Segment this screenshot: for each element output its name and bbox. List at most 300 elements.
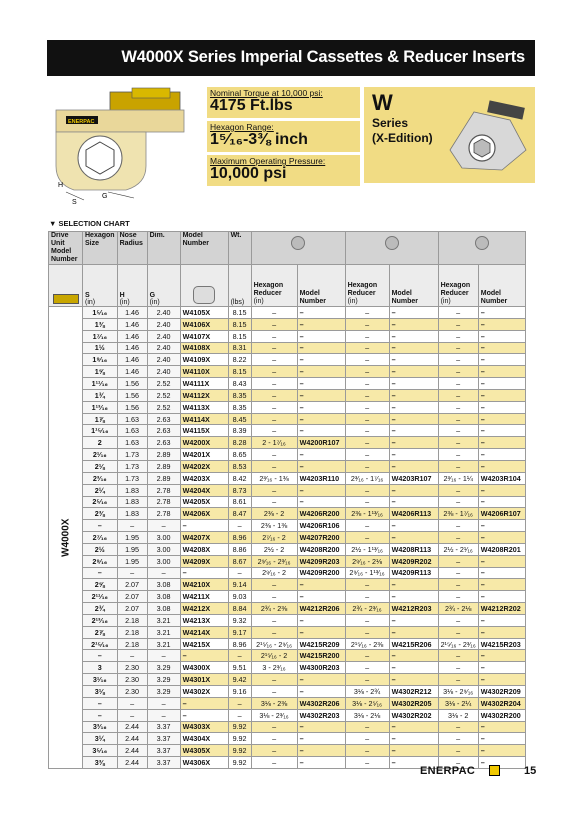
cell-dim-g: 3.08: [147, 579, 180, 591]
table-row: [49, 697, 526, 709]
cell-model-number: W4205X: [180, 496, 228, 508]
cell-reducer-3: –: [438, 650, 478, 662]
cell-weight: 8.39: [228, 425, 251, 437]
cell-reducer-1: –: [251, 413, 297, 425]
page-number: 15: [524, 765, 537, 777]
cell-reducer-model-2: –: [389, 330, 438, 342]
cell-reducer-2: 2¹⁵⁄₁₆ - 2⅜: [345, 638, 389, 650]
cell-weight: 8.43: [228, 378, 251, 390]
cell-reducer-1: –: [251, 449, 297, 461]
drawing-label-g: G: [102, 193, 108, 200]
cell-reducer-3: 2¹⁵⁄₁₆ - 2³⁄₁₆: [438, 638, 478, 650]
cell-nose-radius: 1.73: [117, 472, 147, 484]
cell-reducer-model-2: –: [389, 389, 438, 401]
cell-hex-size: 2⅞: [83, 626, 118, 638]
cell-reducer-model-2: –: [389, 626, 438, 638]
cell-reducer-model-2: –: [389, 437, 438, 449]
cell-reducer-3: 2½ - 2¹⁄₁₆: [438, 543, 478, 555]
cell-reducer-model-2: W4212R203: [389, 603, 438, 615]
cell-model-number: W4114X: [180, 413, 228, 425]
cell-nose-radius: 1.56: [117, 401, 147, 413]
cell-reducer-model-1: W4302R203: [297, 709, 345, 721]
cell-nose-radius: –: [117, 697, 147, 709]
cell-reducer-2: –: [345, 674, 389, 686]
col-h-unit: (in): [119, 299, 130, 306]
cell-reducer-2: –: [345, 378, 389, 390]
cell-reducer-2: 2³⁄₁₆ - 1⁷⁄₁₆: [345, 472, 389, 484]
cell-reducer-model-3: –: [478, 330, 525, 342]
cell-reducer-model-2: W4208R113: [389, 543, 438, 555]
cell-reducer-1: –: [251, 579, 297, 591]
cell-reducer-3: –: [438, 662, 478, 674]
cell-reducer-2: –: [345, 460, 389, 472]
cell-reducer-model-2: –: [389, 449, 438, 461]
cell-reducer-model-3: –: [478, 626, 525, 638]
cell-weight: 8.15: [228, 307, 251, 319]
cell-weight: –: [228, 567, 251, 579]
cell-dim-g: 2.89: [147, 472, 180, 484]
cell-hex-size: 3¹⁄₁₆: [83, 674, 118, 686]
table-row: [49, 496, 526, 508]
cell-reducer-2: 2⁹⁄₁₆ - 2⅛: [345, 555, 389, 567]
selection-chart: [48, 231, 526, 769]
cell-hex-size: 2⁷⁄₁₆: [83, 532, 118, 544]
cell-reducer-1: –: [251, 401, 297, 413]
cell-reducer-1: –: [251, 626, 297, 638]
cell-nose-radius: 1.73: [117, 460, 147, 472]
cell-reducer-2: –: [345, 733, 389, 745]
cell-weight: 8.15: [228, 330, 251, 342]
cell-weight: –: [228, 650, 251, 662]
cell-reducer-model-2: –: [389, 532, 438, 544]
table-row: [49, 460, 526, 472]
table-row: [49, 389, 526, 401]
table-row: [49, 567, 526, 579]
cell-reducer-model-1: W4212R206: [297, 603, 345, 615]
cell-reducer-1: –: [251, 757, 297, 769]
cell-nose-radius: 2.30: [117, 686, 147, 698]
cell-model-number: W4106X: [180, 318, 228, 330]
cell-reducer-model-1: –: [297, 721, 345, 733]
cell-reducer-model-2: W4302R202: [389, 709, 438, 721]
cell-model-number: W4202X: [180, 460, 228, 472]
col-dim-header: Dim.: [147, 232, 180, 265]
reducer-header-2-label: Hexagon Reducer: [347, 282, 378, 297]
cell-reducer-2: 2½ - 1¹³⁄₁₆: [345, 543, 389, 555]
cell-reducer-2: –: [345, 401, 389, 413]
cell-hex-size: 2⁹⁄₁₆: [83, 555, 118, 567]
table-row: [49, 686, 526, 698]
cell-reducer-model-3: –: [478, 650, 525, 662]
cell-reducer-model-1: –: [297, 318, 345, 330]
cell-reducer-model-1: –: [297, 378, 345, 390]
drive-unit-icon: [49, 265, 83, 307]
table-row: [49, 484, 526, 496]
reducer-model-header-1: Model Number: [297, 265, 345, 307]
cell-reducer-model-3: W4302R200: [478, 709, 525, 721]
cell-weight: 9.92: [228, 745, 251, 757]
cell-reducer-2: –: [345, 318, 389, 330]
cell-hex-size: 1½: [83, 342, 118, 354]
cell-model-number: W4107X: [180, 330, 228, 342]
cell-reducer-model-2: –: [389, 425, 438, 437]
drawing-label-h: H: [58, 182, 64, 189]
cell-model-number: W4204X: [180, 484, 228, 496]
cell-reducer-1: 2⁹⁄₁₆ - 2: [251, 567, 297, 579]
table-row: [49, 425, 526, 437]
cell-reducer-3: –: [438, 721, 478, 733]
cell-hex-size: 1⅞: [83, 413, 118, 425]
col-s-unit: (in): [85, 299, 96, 306]
cell-reducer-model-1: W4206R106: [297, 520, 345, 532]
col-s-letter: S: [85, 292, 90, 299]
cell-reducer-model-1: W4302R206: [297, 697, 345, 709]
cell-nose-radius: –: [117, 650, 147, 662]
cell-nose-radius: 2.07: [117, 603, 147, 615]
cell-nose-radius: –: [117, 709, 147, 721]
cell-nose-radius: 1.46: [117, 318, 147, 330]
cell-hex-size: 2¼: [83, 484, 118, 496]
cell-reducer-model-2: –: [389, 413, 438, 425]
cell-reducer-1: 2³⁄₁₆ - 1⅜: [251, 472, 297, 484]
cell-weight: 8.22: [228, 354, 251, 366]
cell-nose-radius: 1.46: [117, 342, 147, 354]
cell-reducer-model-2: –: [389, 745, 438, 757]
cell-reducer-1: –: [251, 307, 297, 319]
cell-reducer-model-1: –: [297, 757, 345, 769]
cell-reducer-3: –: [438, 614, 478, 626]
cell-reducer-model-1: –: [297, 460, 345, 472]
cell-nose-radius: –: [117, 567, 147, 579]
cell-weight: 8.65: [228, 449, 251, 461]
cell-reducer-model-1: –: [297, 686, 345, 698]
page-title: W4000X Series Imperial Cassettes & Reducer Inserts: [47, 40, 535, 76]
cell-model-number: W4109X: [180, 354, 228, 366]
drawing-label-brand: ENERPAC: [68, 119, 95, 125]
cell-weight: 9.03: [228, 591, 251, 603]
cell-dim-g: 2.52: [147, 401, 180, 413]
cell-reducer-3: –: [438, 413, 478, 425]
cell-reducer-model-3: –: [478, 674, 525, 686]
cell-reducer-model-1: W4300R203: [297, 662, 345, 674]
cell-reducer-model-3: –: [478, 401, 525, 413]
cell-dim-g: 2.40: [147, 307, 180, 319]
cell-hex-size: 3⁵⁄₁₆: [83, 745, 118, 757]
reducer-insert-photo: [440, 90, 532, 178]
cell-hex-size: 2⅛: [83, 460, 118, 472]
cell-model-number: W4207X: [180, 532, 228, 544]
drawing-label-s: S: [72, 199, 77, 206]
cell-reducer-1: 3 - 2³⁄₁₆: [251, 662, 297, 674]
cell-reducer-model-2: –: [389, 354, 438, 366]
cell-reducer-2: –: [345, 354, 389, 366]
cell-weight: 8.73: [228, 484, 251, 496]
cell-nose-radius: 1.46: [117, 366, 147, 378]
cell-dim-g: 2.78: [147, 508, 180, 520]
cell-dim-g: 2.52: [147, 378, 180, 390]
cell-reducer-model-1: –: [297, 342, 345, 354]
cell-nose-radius: 2.30: [117, 674, 147, 686]
table-subheader-row: [49, 265, 526, 307]
cell-reducer-1: 2¹⁵⁄₁₆ - 2⁹⁄₁₆: [251, 638, 297, 650]
col-h-subheader: [117, 265, 147, 307]
cell-reducer-2: 3⅛ - 2⅛: [345, 709, 389, 721]
cell-dim-g: –: [147, 567, 180, 579]
cell-hex-size: 3³⁄₁₆: [83, 721, 118, 733]
cell-dim-g: 3.00: [147, 543, 180, 555]
reducer-header-1: [251, 265, 297, 307]
cell-model-number: –: [180, 520, 228, 532]
cell-hex-size: 2¹³⁄₁₆: [83, 614, 118, 626]
cell-hex-size: 1¹¹⁄₁₆: [83, 378, 118, 390]
cell-reducer-1: –: [251, 745, 297, 757]
reducer-header-1-label: Hexagon Reducer: [253, 282, 284, 297]
cell-reducer-model-3: W4215R203: [478, 638, 525, 650]
cell-reducer-model-3: –: [478, 484, 525, 496]
cell-reducer-2: –: [345, 650, 389, 662]
table-row: [49, 579, 526, 591]
col-h-letter: H: [119, 292, 125, 299]
cell-model-number: W4108X: [180, 342, 228, 354]
cell-reducer-model-1: –: [297, 591, 345, 603]
reducer-group-2-icon: [345, 232, 438, 265]
cell-hex-size: 1¾: [83, 389, 118, 401]
table-row: [49, 520, 526, 532]
cell-weight: 8.84: [228, 603, 251, 615]
cell-dim-g: –: [147, 520, 180, 532]
cell-reducer-model-3: –: [478, 449, 525, 461]
table-row: [49, 674, 526, 686]
product-drawing: [48, 86, 204, 208]
cell-model-number: W4303X: [180, 721, 228, 733]
cell-reducer-1: –: [251, 721, 297, 733]
cell-reducer-model-3: –: [478, 579, 525, 591]
cell-reducer-model-3: –: [478, 496, 525, 508]
cell-weight: 9.17: [228, 626, 251, 638]
cell-weight: 8.31: [228, 342, 251, 354]
table-row: [49, 342, 526, 354]
cell-reducer-3: 3⅛ - 2¼: [438, 697, 478, 709]
cell-dim-g: –: [147, 650, 180, 662]
cell-dim-g: 2.89: [147, 449, 180, 461]
cell-reducer-2: –: [345, 614, 389, 626]
reducer-model-header-3: Model Number: [478, 265, 525, 307]
cell-hex-size: 2¹⁄₁₆: [83, 449, 118, 461]
table-row: [49, 709, 526, 721]
cell-hex-size: 2⁵⁄₁₆: [83, 496, 118, 508]
section-heading: ▼ SELECTION CHART: [49, 219, 130, 228]
cell-reducer-3: 2¾ - 2⅛: [438, 603, 478, 615]
cell-reducer-model-2: –: [389, 614, 438, 626]
cell-hex-size: 1⁵⁄₁₆: [83, 307, 118, 319]
torque-value: 4175 Ft.lbs: [210, 97, 293, 114]
cell-reducer-model-1: –: [297, 449, 345, 461]
cell-reducer-model-2: W4203R107: [389, 472, 438, 484]
table-row: [49, 472, 526, 484]
cell-nose-radius: 1.83: [117, 496, 147, 508]
table-header-row: [49, 232, 526, 265]
cell-weight: –: [228, 709, 251, 721]
cell-reducer-2: –: [345, 413, 389, 425]
col-wt-unit: (lbs): [228, 265, 251, 307]
table-row: [49, 591, 526, 603]
cell-dim-g: –: [147, 709, 180, 721]
cell-dim-g: 3.37: [147, 721, 180, 733]
cell-model-number: –: [180, 567, 228, 579]
table-row: [49, 650, 526, 662]
cell-hex-size: 2³⁄₁₆: [83, 472, 118, 484]
cell-reducer-1: 2⅜ - 1⅜: [251, 520, 297, 532]
cell-nose-radius: 1.56: [117, 378, 147, 390]
reducer-header-1-unit: (in): [253, 298, 264, 305]
cell-model-number: W4201X: [180, 449, 228, 461]
cell-reducer-model-2: –: [389, 484, 438, 496]
cell-weight: 8.67: [228, 555, 251, 567]
cell-dim-g: 3.08: [147, 603, 180, 615]
cell-model-number: W4105X: [180, 307, 228, 319]
cell-reducer-model-1: –: [297, 330, 345, 342]
col-wt-header: Wt.: [228, 232, 251, 265]
cell-reducer-3: 2³⁄₁₆ - 1¼: [438, 472, 478, 484]
cell-reducer-2: –: [345, 437, 389, 449]
cell-nose-radius: 1.46: [117, 354, 147, 366]
table-row: [49, 543, 526, 555]
cell-model-number: W4214X: [180, 626, 228, 638]
cell-reducer-model-1: –: [297, 579, 345, 591]
cell-reducer-model-2: –: [389, 401, 438, 413]
cell-reducer-2: –: [345, 425, 389, 437]
cell-weight: 8.96: [228, 532, 251, 544]
table-row: [49, 378, 526, 390]
cell-weight: 8.15: [228, 318, 251, 330]
pressure-value: 10,000 psi: [210, 165, 287, 182]
table-row: [49, 555, 526, 567]
cell-dim-g: 2.40: [147, 366, 180, 378]
cell-nose-radius: 2.44: [117, 721, 147, 733]
cell-reducer-model-2: W4302R212: [389, 686, 438, 698]
cell-model-number: W4208X: [180, 543, 228, 555]
cell-reducer-1: –: [251, 460, 297, 472]
cell-reducer-model-3: –: [478, 354, 525, 366]
cell-nose-radius: 1.63: [117, 425, 147, 437]
cell-reducer-2: –: [345, 626, 389, 638]
cell-weight: 8.96: [228, 638, 251, 650]
cell-reducer-model-3: –: [478, 757, 525, 769]
reducer-group-1-icon: [251, 232, 345, 265]
cell-reducer-model-3: –: [478, 413, 525, 425]
cell-reducer-model-3: –: [478, 532, 525, 544]
cell-reducer-model-2: –: [389, 366, 438, 378]
cell-weight: –: [228, 520, 251, 532]
table-row: [49, 354, 526, 366]
cell-reducer-model-2: W4209R113: [389, 567, 438, 579]
cell-dim-g: –: [147, 697, 180, 709]
cell-reducer-3: –: [438, 567, 478, 579]
cell-reducer-model-3: W4206R107: [478, 508, 525, 520]
cell-reducer-model-1: W4209R203: [297, 555, 345, 567]
col-model-header: Model Number: [180, 232, 228, 265]
cell-hex-size: 2¹⁵⁄₁₆: [83, 638, 118, 650]
cell-reducer-model-1: W4207R200: [297, 532, 345, 544]
cell-reducer-1: –: [251, 686, 297, 698]
cell-reducer-model-3: –: [478, 567, 525, 579]
wrench-cassette-illustration: [56, 88, 184, 200]
cell-dim-g: 2.40: [147, 354, 180, 366]
cell-reducer-model-3: –: [478, 437, 525, 449]
cell-weight: –: [228, 697, 251, 709]
cell-reducer-model-2: –: [389, 733, 438, 745]
cell-hex-size: 3⅛: [83, 686, 118, 698]
cell-dim-g: 2.40: [147, 330, 180, 342]
cell-reducer-2: –: [345, 745, 389, 757]
cell-reducer-model-3: –: [478, 745, 525, 757]
cell-reducer-1: –: [251, 318, 297, 330]
cell-model-number: W4215X: [180, 638, 228, 650]
cell-reducer-3: –: [438, 591, 478, 603]
cell-dim-g: 2.89: [147, 460, 180, 472]
cell-dim-g: 2.63: [147, 437, 180, 449]
cell-hex-size: –: [83, 709, 118, 721]
cell-weight: 8.42: [228, 472, 251, 484]
cell-reducer-1: –: [251, 389, 297, 401]
cell-hex-size: 2¹¹⁄₁₆: [83, 591, 118, 603]
cell-weight: 9.92: [228, 721, 251, 733]
cell-reducer-model-2: W4209R202: [389, 555, 438, 567]
cell-reducer-3: –: [438, 425, 478, 437]
cell-hex-size: 2¾: [83, 603, 118, 615]
cell-reducer-2: –: [345, 342, 389, 354]
cell-reducer-model-3: –: [478, 307, 525, 319]
cell-reducer-model-2: –: [389, 378, 438, 390]
cell-reducer-model-3: –: [478, 614, 525, 626]
cell-reducer-model-3: –: [478, 591, 525, 603]
cell-hex-size: 2: [83, 437, 118, 449]
cell-hex-size: 3¼: [83, 733, 118, 745]
cell-reducer-3: –: [438, 378, 478, 390]
cell-weight: 9.16: [228, 686, 251, 698]
cell-reducer-2: –: [345, 662, 389, 674]
cell-hex-size: 1⁹⁄₁₆: [83, 354, 118, 366]
cell-dim-g: 3.37: [147, 745, 180, 757]
cell-reducer-2: –: [345, 496, 389, 508]
cell-reducer-model-1: –: [297, 401, 345, 413]
cell-dim-g: 2.63: [147, 413, 180, 425]
cell-dim-g: 2.52: [147, 389, 180, 401]
cell-reducer-model-2: –: [389, 591, 438, 603]
cell-hex-size: –: [83, 650, 118, 662]
cell-reducer-model-2: W4215R206: [389, 638, 438, 650]
table-row: [49, 745, 526, 757]
cell-reducer-1: –: [251, 342, 297, 354]
cell-reducer-model-3: –: [478, 721, 525, 733]
series-letter: W: [372, 90, 393, 115]
cell-reducer-3: –: [438, 401, 478, 413]
cell-reducer-model-1: W4215R209: [297, 638, 345, 650]
cell-reducer-3: 3⅛ - 2: [438, 709, 478, 721]
cell-hex-size: –: [83, 697, 118, 709]
cell-weight: 8.61: [228, 496, 251, 508]
cell-reducer-2: –: [345, 591, 389, 603]
cell-reducer-model-3: –: [478, 378, 525, 390]
cell-reducer-2: –: [345, 307, 389, 319]
cell-reducer-2: 2⁹⁄₁₆ - 1¹³⁄₁₆: [345, 567, 389, 579]
cell-reducer-model-1: –: [297, 389, 345, 401]
cell-reducer-3: –: [438, 484, 478, 496]
cell-reducer-model-2: –: [389, 721, 438, 733]
cell-nose-radius: 2.44: [117, 745, 147, 757]
cell-reducer-model-1: –: [297, 496, 345, 508]
col-g-subheader: [147, 265, 180, 307]
